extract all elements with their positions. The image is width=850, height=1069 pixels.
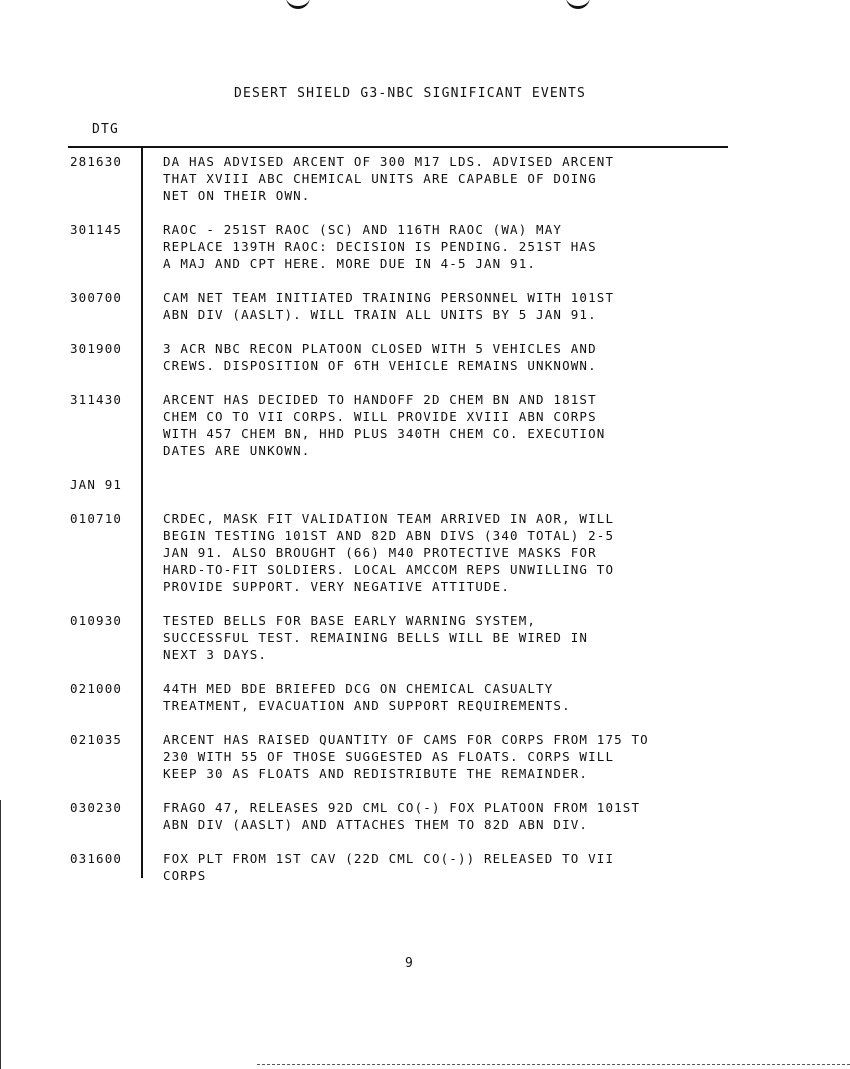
event-dtg: 301900	[70, 341, 123, 356]
event-text: FOX PLT FROM 1ST CAV (22D CML CO(-)) RELEASED TO VII CORPS	[163, 851, 615, 883]
event-dtg: 010930	[70, 613, 123, 628]
event-entry	[70, 850, 750, 884]
event-text: CRDEC, MASK FIT VALIDATION TEAM ARRIVED IN AOR, WILL BEGIN TESTING 101ST AND 82D ABN DIVS (340 TOTAL) 2-5 JAN 91. ALSO BROUGHT (66) M40 PROTECTIVE MASKS FOR HARD-TO-FIT SOLDIERS. LOCAL AMCCOM REPS UNWILLING TO PROVIDE SUPPORT. VERY NEGATIVE ATTITUDE.	[163, 511, 615, 594]
month-label: JAN 91	[70, 477, 123, 492]
page-number: 9	[405, 956, 413, 971]
event-entry	[70, 153, 750, 204]
event-entry	[70, 612, 750, 663]
event-entry	[70, 391, 750, 459]
event-dtg: 300700	[70, 290, 123, 305]
page-title: DESERT SHIELD G3-NBC SIGNIFICANT EVENTS	[233, 86, 587, 101]
event-dtg: 010710	[70, 511, 123, 526]
event-dtg: 311430	[70, 392, 123, 407]
binding-hole-right	[566, 0, 590, 9]
events-list	[70, 153, 750, 901]
event-entry	[70, 510, 750, 595]
event-dtg: 281630	[70, 154, 123, 169]
event-text: DA HAS ADVISED ARCENT OF 300 M17 LDS. ADVISED ARCENT THAT XVIII ABC CHEMICAL UNITS ARE CAPABLE OF DOING NET ON THEIR OWN.	[163, 154, 615, 203]
event-dtg: 031600	[70, 851, 123, 866]
header-rule	[68, 146, 728, 148]
event-entry	[70, 289, 750, 323]
event-text	[163, 476, 750, 493]
event-entry	[70, 680, 750, 714]
event-dtg: 301145	[70, 222, 123, 237]
event-entry	[70, 731, 750, 782]
dtg-column-header: DTG	[92, 122, 120, 137]
event-text: FRAGO 47, RELEASES 92D CML CO(-) FOX PLATOON FROM 101ST ABN DIV (AASLT) AND ATTACHES THEM TO 82D ABN DIV.	[163, 800, 641, 832]
event-text: 44TH MED BDE BRIEFED DCG ON CHEMICAL CASUALTY TREATMENT, EVACUATION AND SUPPORT REQUIREMENTS.	[163, 681, 571, 713]
event-text: ARCENT HAS RAISED QUANTITY OF CAMS FOR CORPS FROM 175 TO 230 WITH 55 OF THOSE SUGGESTED AS FLOATS. CORPS WILL KEEP 30 AS FLOATS AND REDISTRIBUTE THE REMAINDER.	[163, 732, 649, 781]
month-separator	[70, 476, 750, 493]
event-text: CAM NET TEAM INITIATED TRAINING PERSONNEL WITH 101ST ABN DIV (AASLT). WILL TRAIN ALL UNITS BY 5 JAN 91.	[163, 290, 615, 322]
event-text: TESTED BELLS FOR BASE EARLY WARNING SYSTEM, SUCCESSFUL TEST. REMAINING BELLS WILL BE WIRED IN NEXT 3 DAYS.	[163, 613, 589, 662]
event-text: RAOC - 251ST RAOC (SC) AND 116TH RAOC (WA) MAY REPLACE 139TH RAOC: DECISION IS PENDING. 251ST HAS A MAJ AND CPT HERE. MORE DUE IN 4-5 JAN 91.	[163, 222, 597, 271]
event-dtg: 021035	[70, 732, 123, 747]
event-text: ARCENT HAS DECIDED TO HANDOFF 2D CHEM BN AND 181ST CHEM CO TO VII CORPS. WILL PROVIDE XVIII ABN CORPS WITH 457 CHEM BN, HHD PLUS 340TH CHEM CO. EXECUTION DATES ARE UNKOWN.	[163, 392, 606, 458]
event-text: 3 ACR NBC RECON PLATOON CLOSED WITH 5 VEHICLES AND CREWS. DISPOSITION OF 6TH VEHICLE REMAINS UNKNOWN.	[163, 341, 597, 373]
event-dtg: 030230	[70, 800, 123, 815]
event-dtg: 021000	[70, 681, 123, 696]
binding-hole-left	[286, 0, 310, 9]
scan-edge-line	[0, 800, 1, 1069]
event-entry	[70, 221, 750, 272]
event-entry	[70, 340, 750, 374]
scan-bottom-dashes	[257, 1064, 850, 1065]
event-entry	[70, 799, 750, 833]
